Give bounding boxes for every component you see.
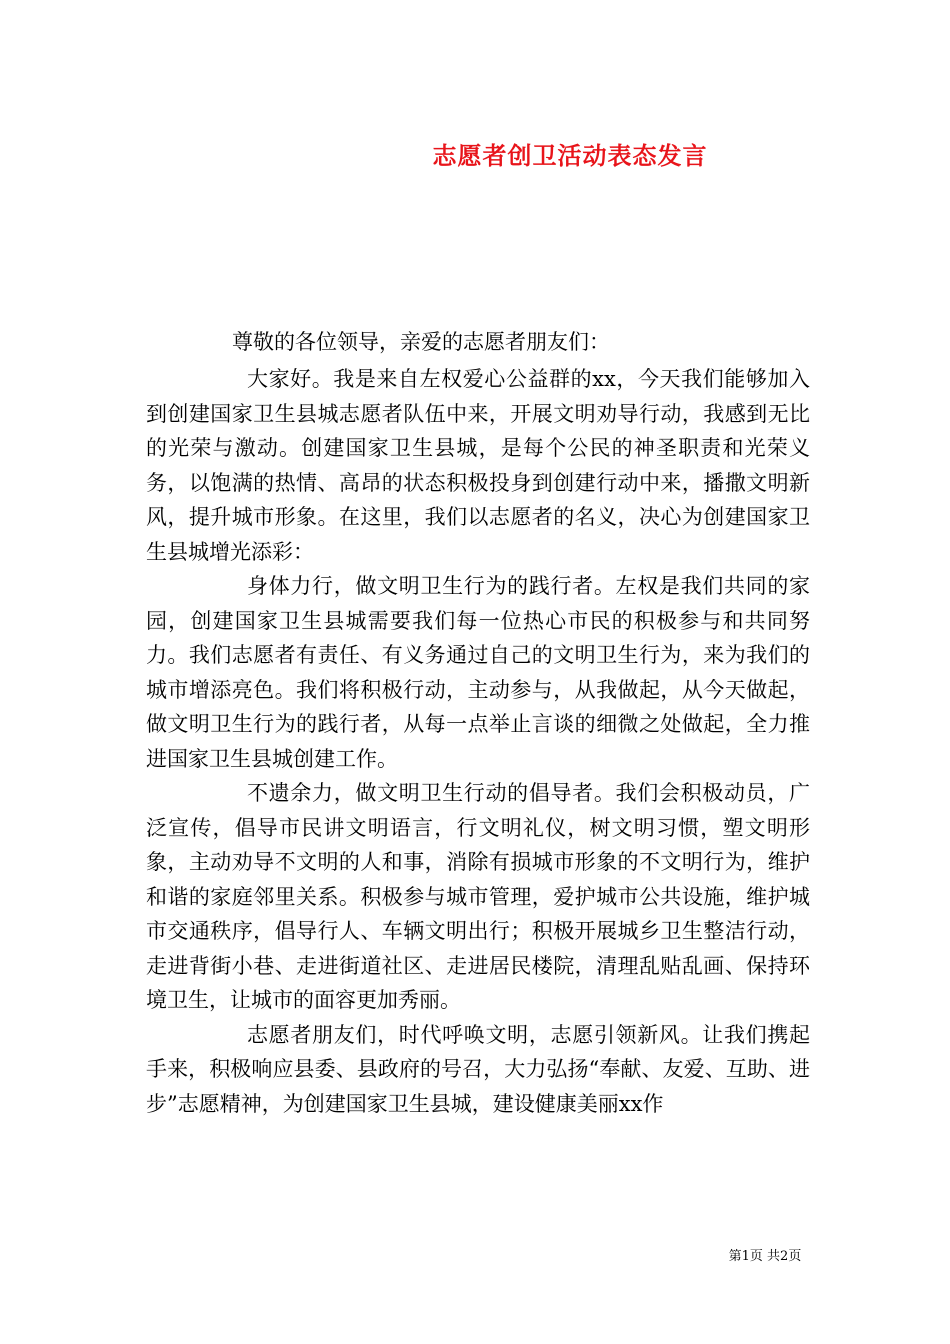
- paragraph: 不遗余力，做文明卫生行动的倡导者。我们会积极动员，广泛宣传，倡导市民讲文明语言，行文明礼仪，树文明习惯，塑文明形象，主动劝导不文明的人和事，消除有损城市形象的不文明行为，维护和谐的家庭邻里关系。积极参与城市管理，爱护城市公共设施，维护城市交通秩序，倡导行人、车辆文明出行；积极开展城乡卫生整洁行动，走进背街小巷、走进街道社区、走进居民楼院，清理乱贴乱画、保持环境卫生，让城市的面容更加秀丽。: [146, 781, 810, 1012]
- paragraph: 志愿者朋友们，时代呼唤文明，志愿引领新风。让我们携起手来，积极响应县委、县政府的号召，大力弘扬“奉献、友爱、互助、进步”志愿精神，为创建国家卫生县城，建设健康美丽xx作: [146, 1022, 810, 1116]
- greeting-line: 尊敬的各位领导，亲爱的志愿者朋友们：: [232, 330, 610, 354]
- paragraph: 大家好。我是来自左权爱心公益群的xx，今天我们能够加入到创建国家卫生县城志愿者队伍中来，开展文明劝导行动，我感到无比的光荣与激动。创建国家卫生县城，是每个公民的神圣职责和光荣义务，以饱满的热情、高昂的状态积极投身到创建行动中来，播撒文明新风，提升城市形象。在这里，我们以志愿者的名义，决心为创建国家卫生县城增光添彩：: [146, 367, 810, 564]
- paragraph: 身体力行，做文明卫生行为的践行者。左权是我们共同的家园，创建国家卫生县城需要我们每一位热心市民的积极参与和共同努力。我们志愿者有责任、有义务通过自己的文明卫生行为，来为我们的城市增添亮色。我们将积极行动，主动参与，从我做起，从今天做起，做文明卫生行为的践行者，从每一点举止言谈的细微之处做起，全力推进国家卫生县城创建工作。: [146, 574, 810, 771]
- page-number: 第1页 共2页: [728, 1249, 802, 1264]
- document-body: [146, 362, 810, 1121]
- document-title: 志愿者创卫活动表态发言: [432, 141, 708, 170]
